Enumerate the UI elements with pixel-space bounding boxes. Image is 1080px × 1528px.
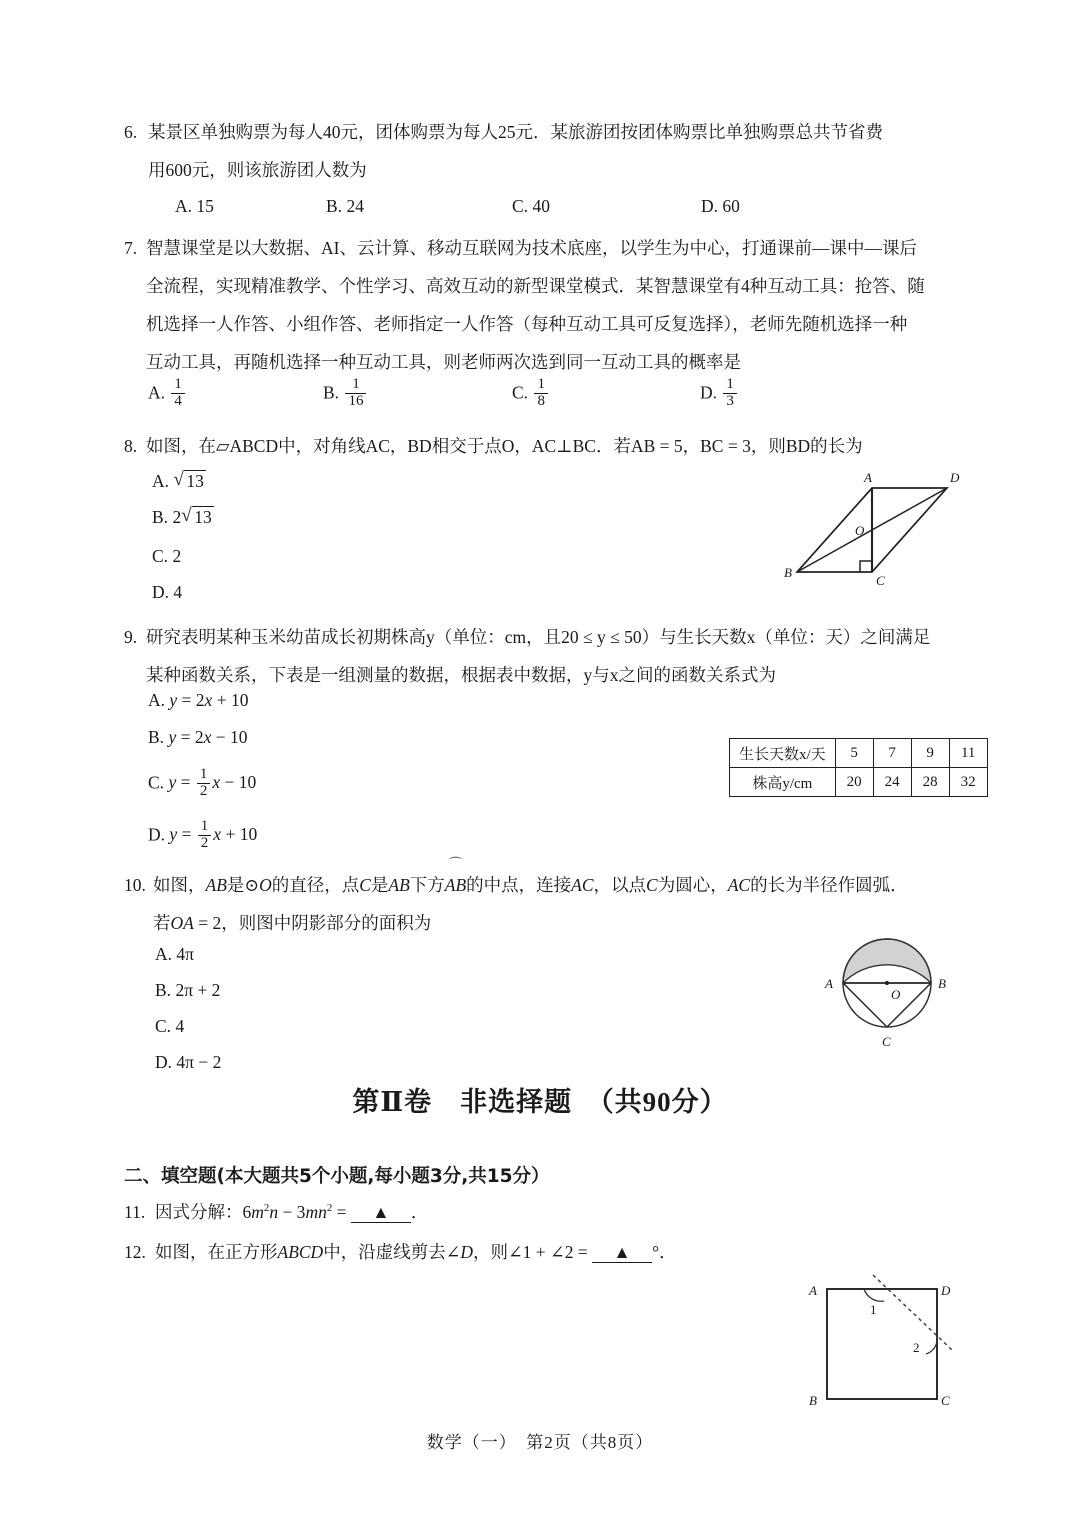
question-6-number: 6. xyxy=(124,122,138,142)
vertex-label-B: B xyxy=(938,976,946,991)
option-text: 40 xyxy=(532,196,550,216)
fraction-numerator: 1 xyxy=(174,376,182,392)
option-label: D. xyxy=(152,582,170,602)
question-11-number: 11. xyxy=(124,1202,146,1222)
question-10-line-2: 若OA = 2，则图中阴影部分的面积为 xyxy=(153,913,432,933)
option-label: B. xyxy=(148,727,165,747)
option-text: 4 xyxy=(173,582,183,602)
fraction-denominator: 3 xyxy=(723,393,737,410)
shaded-region xyxy=(843,939,931,983)
circle-shaded-area-figure xyxy=(805,915,970,1060)
question-11-text: 因式分解：$6m^2n - 3mn^2$ = ▲ ． xyxy=(155,1202,429,1222)
answer-blank[interactable]: ▲ xyxy=(592,1242,652,1263)
question-9-line-1: 研究表明某种玉米幼苗成长初期株高y（单位：cm，且20 ≤ y ≤ 50）与生长天数x（单位：天）之间满足 xyxy=(146,627,931,647)
center-point-o xyxy=(885,981,889,985)
question-9-option-b[interactable] xyxy=(148,727,248,748)
angle-arc-2 xyxy=(926,1336,937,1354)
vertex-label-A: A xyxy=(825,976,833,991)
option-fraction xyxy=(723,377,737,410)
option-label: B. xyxy=(152,507,169,527)
question-9-line-2: 某种函数关系，下表是一组测量的数据，根据表中数据，y与x之间的函数关系式为 xyxy=(146,665,776,685)
option-text: y = $\frac{1}{2}$ x − 10 xyxy=(168,766,257,799)
vertex-label-O: O xyxy=(891,987,901,1002)
fraction-denominator: 2 xyxy=(197,783,211,800)
option-label: A. xyxy=(148,382,166,403)
fraction-numerator: 1 xyxy=(199,766,208,782)
question-10-option-c[interactable] xyxy=(155,1016,184,1037)
option-fraction xyxy=(534,377,548,410)
page-footer: 数学（一） 第2页（共8页） xyxy=(426,1433,654,1452)
table-row xyxy=(730,768,988,797)
question-7-option-a[interactable] xyxy=(148,378,187,411)
question-10-option-a[interactable] xyxy=(155,944,194,965)
table-row xyxy=(730,739,988,768)
cell-height-1: 20 xyxy=(835,768,873,797)
question-8-option-d[interactable] xyxy=(152,582,182,603)
radical-sign: √ xyxy=(181,505,192,526)
vertex-label-B: B xyxy=(809,1393,817,1408)
answer-blank[interactable]: ▲ xyxy=(351,1202,411,1223)
option-label: A. xyxy=(152,471,170,491)
fraction-denominator: 2 xyxy=(198,835,212,852)
option-label: A. xyxy=(155,944,173,964)
question-10-option-b[interactable] xyxy=(155,980,220,1001)
question-7-number: 7. xyxy=(124,238,138,258)
question-9-option-d[interactable] xyxy=(148,820,257,853)
question-7-line-1: 智慧课堂是以大数据、AI、云计算、移动互联网为技术底座，以学生为中心，打通课前—课中—课后 xyxy=(146,238,917,258)
arc-ab-symbol: ⌒ AB xyxy=(444,856,467,895)
option-text: 15 xyxy=(196,196,214,216)
row-label-plant-height: 株高y/cm xyxy=(730,768,836,797)
question-10-number: 10. xyxy=(124,875,146,895)
option-label: D. xyxy=(155,1052,173,1072)
option-text: 2π + 2 xyxy=(175,980,221,1000)
question-7-option-b[interactable] xyxy=(323,378,368,411)
vertex-label-O: O xyxy=(855,523,865,538)
square-abcd-cut-figure xyxy=(800,1272,970,1412)
vertex-label-A: A xyxy=(809,1283,817,1298)
angle-arc-1 xyxy=(864,1289,884,1301)
sqrt-expression xyxy=(173,469,206,492)
fraction-denominator: 4 xyxy=(171,393,185,410)
vertex-label-D: D xyxy=(950,470,960,485)
option-label: C. xyxy=(512,382,529,403)
radical-sign: √ xyxy=(173,469,184,490)
angle-label-1: 1 xyxy=(870,1302,877,1317)
section-heading-part-two: 第Ⅱ卷 非选择题 （共90分） xyxy=(352,1087,728,1117)
option-label: B. xyxy=(323,382,340,403)
option-fraction xyxy=(171,377,185,410)
option-label: C. xyxy=(148,772,165,793)
angle-label-2: 2 xyxy=(913,1340,920,1355)
option-text: 2 xyxy=(172,546,182,566)
arc-cap-icon: ⌒ xyxy=(448,856,462,871)
question-8-option-b[interactable] xyxy=(152,505,214,528)
option-fraction xyxy=(197,767,211,800)
option-text: y = $\frac{1}{2}$ x + 10 xyxy=(169,818,258,851)
option-text: 24 xyxy=(346,196,364,216)
parallelogram-abcd-figure xyxy=(780,465,970,595)
fraction-numerator: 1 xyxy=(200,818,209,834)
radicand: 13 xyxy=(186,471,204,491)
question-9-number: 9. xyxy=(124,627,138,647)
question-7-line-3: 机选择一人作答、小组作答、老师指定一人作答（每种互动工具可反复选择），老师先随机选择一种 xyxy=(146,314,908,334)
question-9-option-c[interactable] xyxy=(148,768,256,801)
question-8-option-c[interactable] xyxy=(152,546,181,567)
option-label: B. xyxy=(326,196,343,216)
option-label: C. xyxy=(155,1016,172,1036)
option-label: D. xyxy=(148,824,166,845)
sqrt-expression xyxy=(181,505,214,528)
cell-height-3: 28 xyxy=(911,768,949,797)
question-8-line-1: 如图，在▱ABCD中，对角线AC，BD相交于点O，AC⊥BC．若AB = 5，BC = 3，则BD的长为 xyxy=(146,436,863,456)
option-label: C. xyxy=(152,546,169,566)
option-fraction xyxy=(345,377,366,410)
option-label: D. xyxy=(700,382,718,403)
fraction-numerator: 1 xyxy=(352,376,360,392)
option-label: A. xyxy=(148,690,166,710)
row-label-growth-days: 生长天数x/天 xyxy=(730,739,836,768)
corn-growth-data-table xyxy=(729,738,988,797)
option-text: y = 2x − 10 xyxy=(168,727,248,747)
question-7-option-c[interactable] xyxy=(512,378,550,411)
fraction-numerator: 1 xyxy=(726,376,734,392)
coefficient: 2 xyxy=(172,507,182,527)
option-text: 4π − 2 xyxy=(176,1052,222,1072)
cell-days-4: 11 xyxy=(949,739,987,768)
question-8-number: 8. xyxy=(124,436,138,456)
option-text: 4π xyxy=(176,944,194,964)
question-9-option-a[interactable] xyxy=(148,690,248,711)
question-12-number: 12. xyxy=(124,1242,146,1262)
option-label: C. xyxy=(512,196,529,216)
fraction-denominator: 8 xyxy=(534,393,548,410)
question-10-line-1: 如图，AB是⊙O的直径，点C是AB下方 ⌒ AB的中点，连接AC，以点C为圆心，AC的长为半径作圆弧． xyxy=(153,866,908,904)
vertex-label-C: C xyxy=(941,1393,950,1408)
option-label: A. xyxy=(175,196,193,216)
option-label: B. xyxy=(155,980,172,1000)
cell-height-2: 24 xyxy=(873,768,911,797)
cell-days-3: 9 xyxy=(911,739,949,768)
vertex-label-C: C xyxy=(876,573,885,588)
fill-in-blank-section-heading: 二、填空题(本大题共5个小题,每小题3分,共15分） xyxy=(124,1166,550,1187)
question-7-line-4: 互动工具，再随机选择一种互动工具，则老师两次选到同一互动工具的概率是 xyxy=(146,352,741,372)
vertex-label-C: C xyxy=(882,1034,891,1049)
radicand: 13 xyxy=(194,507,212,527)
question-6-option-c[interactable] xyxy=(512,196,550,217)
option-fraction xyxy=(198,819,212,852)
option-label: D. xyxy=(701,196,719,216)
question-7-option-d[interactable] xyxy=(700,378,739,411)
question-6-line-2: 用600元，则该旅游团人数为 xyxy=(148,160,367,180)
vertex-label-D: D xyxy=(941,1283,951,1298)
question-8-option-a[interactable] xyxy=(152,469,206,492)
question-6-option-b[interactable] xyxy=(326,196,364,217)
fraction-numerator: 1 xyxy=(537,376,545,392)
fraction-denominator: 16 xyxy=(345,393,366,410)
vertex-label-A: A xyxy=(864,470,872,485)
option-text: y = 2x + 10 xyxy=(169,690,249,710)
option-text: 4 xyxy=(175,1016,185,1036)
question-7-line-2: 全流程，实现精准教学、个性学习、高效互动的新型课堂模式．某智慧课堂有4种互动工具：抢答、随 xyxy=(146,276,925,296)
cell-height-4: 32 xyxy=(949,768,987,797)
question-10-option-d[interactable] xyxy=(155,1052,221,1073)
question-12-text: 如图，在正方形ABCD中，沿虚线剪去∠D，则∠1 + ∠2 = ▲ °． xyxy=(155,1242,677,1262)
cell-days-2: 7 xyxy=(873,739,911,768)
question-6-option-a[interactable] xyxy=(175,196,214,217)
option-text: 60 xyxy=(722,196,740,216)
cell-days-1: 5 xyxy=(835,739,873,768)
question-6-option-d[interactable] xyxy=(701,196,740,217)
vertex-label-B: B xyxy=(784,565,792,580)
question-6-line-1: 某景区单独购票为每人40元，团体购票为每人25元．某旅游团按团体购票比单独购票总共节省费 xyxy=(148,122,883,142)
